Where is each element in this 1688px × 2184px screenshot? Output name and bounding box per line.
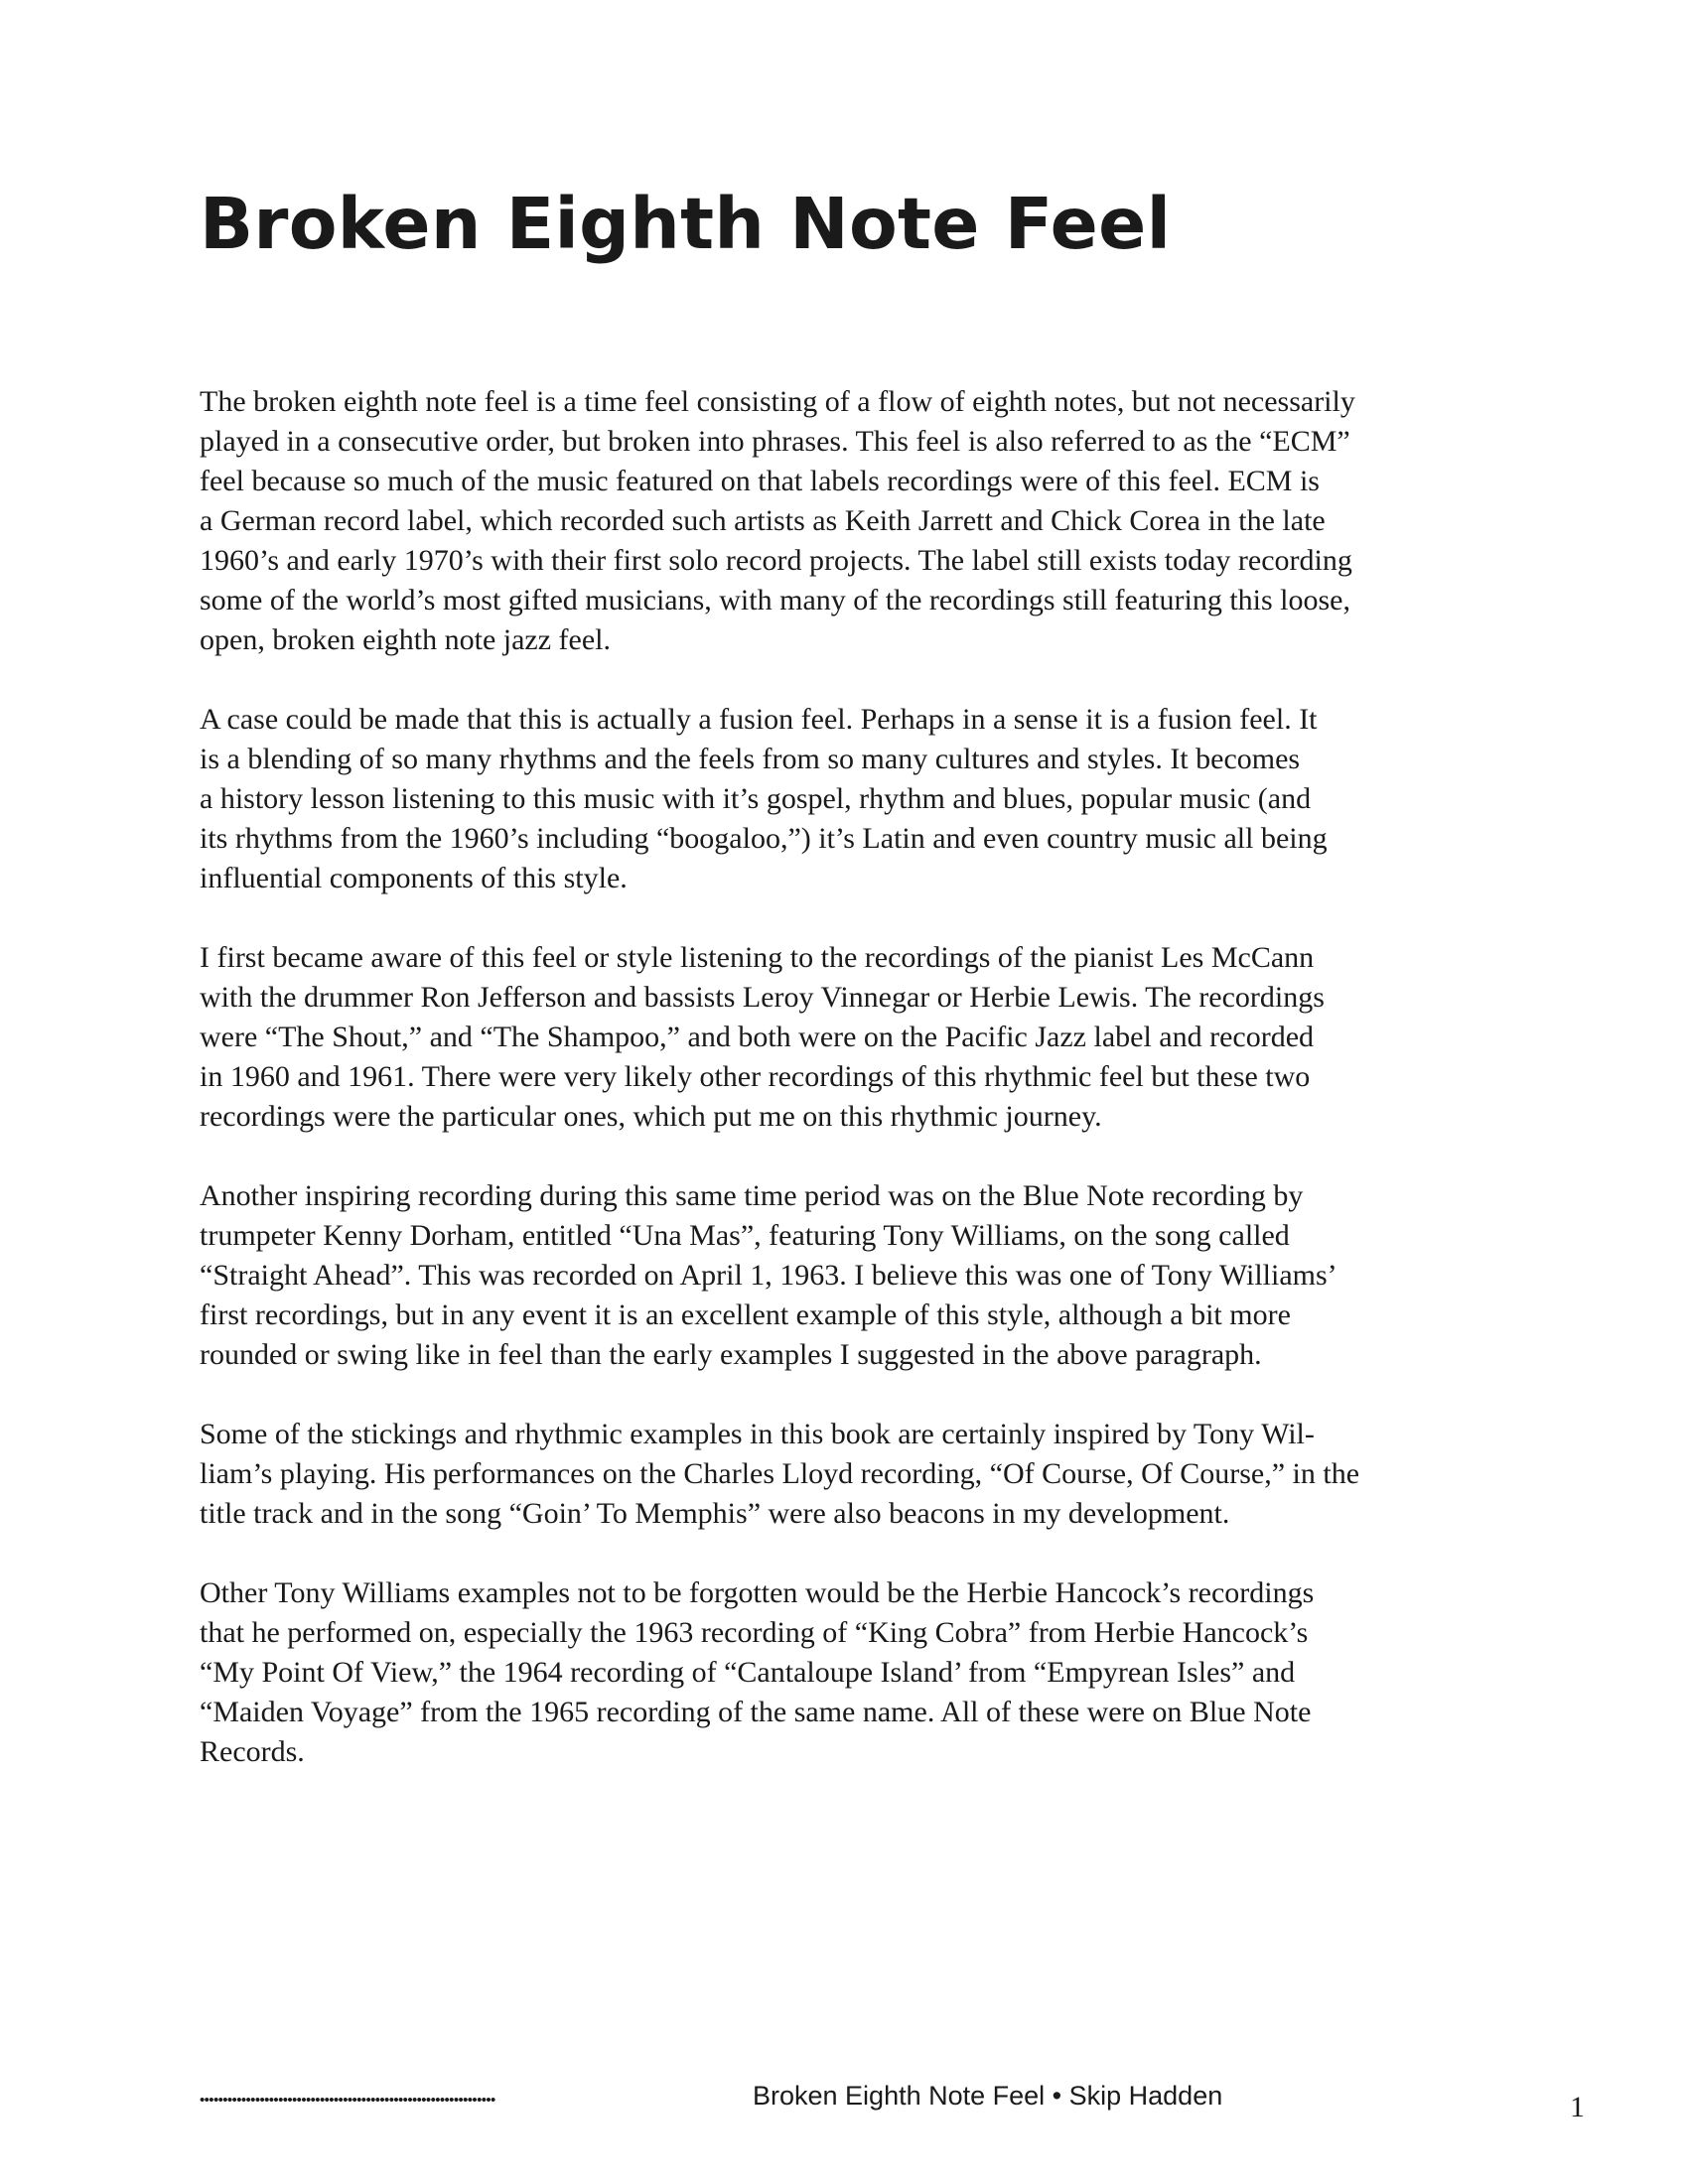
paragraph-line: some of the world’s most gifted musicians, with many of the recordings still featuring this loose, xyxy=(200,584,1350,616)
paragraph-line: trumpeter Kenny Dorham, entitled “Una Mas”, featuring Tony Williams, on the song called xyxy=(200,1219,1290,1252)
paragraph-2 xyxy=(200,700,1490,898)
paragraph-line: 1960’s and early 1970’s with their first solo record projects. The label still exists today recording xyxy=(200,544,1352,577)
paragraph-line: first recordings, but in any event it is an excellent example of this style, although a bit more xyxy=(200,1298,1291,1331)
paragraph-line: “My Point Of View,” the 1964 recording of “Cantaloupe Island’ from “Empyrean Isles” and xyxy=(200,1656,1296,1689)
paragraph-line: Records. xyxy=(200,1735,305,1768)
page-title: Broken Eighth Note Feel xyxy=(200,183,1172,265)
paragraph-line: in 1960 and 1961. There were very likely other recordings of this rhythmic feel but these two xyxy=(200,1060,1311,1093)
paragraph-line: I first became aware of this feel or style listening to the recordings of the pianist Les McCann xyxy=(200,941,1315,974)
paragraph-line: The broken eighth note feel is a time feel consisting of a flow of eighth notes, but not necessarily xyxy=(200,385,1355,418)
paragraph-5 xyxy=(200,1415,1490,1534)
paragraph-3 xyxy=(200,938,1490,1137)
paragraph-line: “Maiden Voyage” from the 1965 recording of the same name. All of these were on Blue Note xyxy=(200,1696,1312,1728)
paragraph-line: with the drummer Ron Jefferson and bassists Leroy Vinnegar or Herbie Lewis. The recordings xyxy=(200,981,1325,1014)
paragraph-line: A case could be made that this is actually a fusion feel. Perhaps in a sense it is a fusion feel. It xyxy=(200,703,1318,736)
paragraph-line: Another inspiring recording during this same time period was on the Blue Note recording by xyxy=(200,1179,1304,1212)
paragraph-line: rounded or swing like in feel than the early examples I suggested in the above paragraph. xyxy=(200,1338,1262,1371)
paragraph-line: is a blending of so many rhythms and the feels from so many cultures and styles. It becomes xyxy=(200,743,1301,775)
paragraph-line: were “The Shout,” and “The Shampoo,” and both were on the Pacific Jazz label and recorded xyxy=(200,1021,1315,1053)
footer-dot-leader: •••••••••••••••••••••••••••••••••••••••••••••••••••••••••••••••• xyxy=(200,2092,495,2109)
page-number: 1 xyxy=(1570,2091,1585,2123)
paragraph-line: influential components of this style. xyxy=(200,862,628,894)
footer-title: Broken Eighth Note Feel • Skip Hadden xyxy=(753,2081,1223,2111)
paragraph-line: that he performed on, especially the 1963 recording of “King Cobra” from Herbie Hancock’s xyxy=(200,1616,1309,1649)
paragraph-line: “Straight Ahead”. This was recorded on April 1, 1963. I believe this was one of Tony Williams’ xyxy=(200,1259,1337,1292)
paragraph-1 xyxy=(200,382,1490,660)
paragraph-line: a German record label, which recorded such artists as Keith Jarrett and Chick Corea in the late xyxy=(200,504,1326,537)
paragraph-line: open, broken eighth note jazz feel. xyxy=(200,623,611,656)
paragraph-line: played in a consecutive order, but broken into phrases. This feel is also referred to as the “ECM” xyxy=(200,425,1350,458)
body-text xyxy=(200,382,1490,1812)
paragraph-line: a history lesson listening to this music with it’s gospel, rhythm and blues, popular music (and xyxy=(200,782,1312,815)
paragraph-line: Some of the stickings and rhythmic examples in this book are certainly inspired by Tony Wil- xyxy=(200,1418,1315,1450)
paragraph-line: title track and in the song “Goin’ To Memphis” were also beacons in my development. xyxy=(200,1497,1230,1530)
paragraph-6 xyxy=(200,1573,1490,1772)
paragraph-line: liam’s playing. His performances on the Charles Lloyd recording, “Of Course, Of Course,” in the xyxy=(200,1457,1360,1490)
paragraph-line: its rhythms from the 1960’s including “boogaloo,”) it’s Latin and even country music all being xyxy=(200,822,1328,855)
paragraph-line: recordings were the particular ones, which put me on this rhythmic journey. xyxy=(200,1100,1102,1133)
paragraph-line: Other Tony Williams examples not to be forgotten would be the Herbie Hancock’s recordings xyxy=(200,1576,1315,1609)
paragraph-line: feel because so much of the music featured on that labels recordings were of this feel. ECM is xyxy=(200,465,1320,497)
running-footer xyxy=(200,2081,1222,2112)
paragraph-4 xyxy=(200,1176,1490,1375)
